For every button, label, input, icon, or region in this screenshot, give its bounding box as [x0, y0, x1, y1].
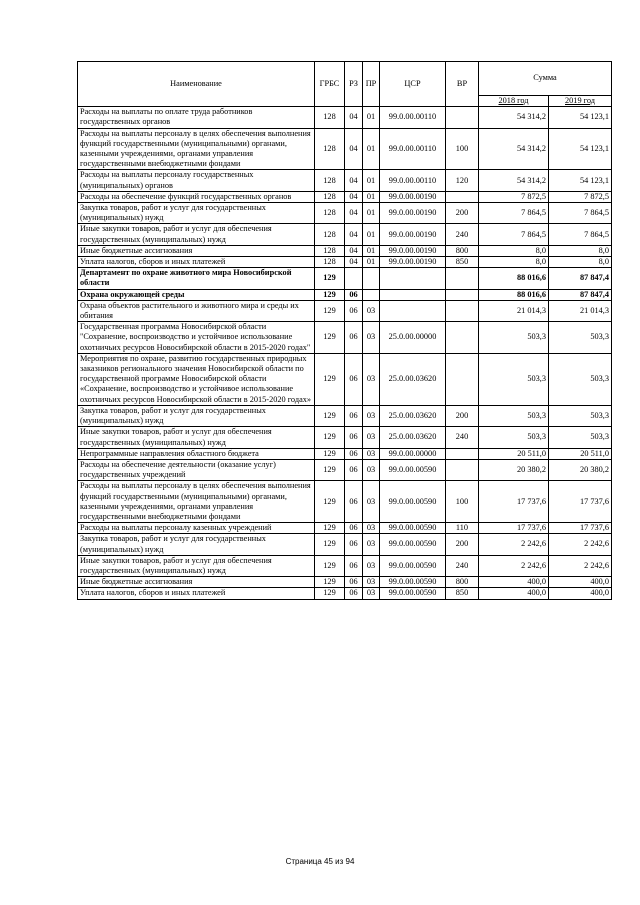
cell-grbs: 129: [315, 577, 345, 588]
cell-rz: 06: [345, 588, 363, 599]
header-grbs: ГРБС: [315, 62, 345, 107]
cell-pr: 03: [363, 300, 380, 321]
cell-name: Закупка товаров, работ и услуг для государственных (муниципальных) нужд: [78, 203, 315, 224]
cell-sum-2019: 400,0: [549, 588, 612, 599]
cell-vr: [446, 448, 479, 459]
cell-csr: 99.0.00.00110: [380, 170, 446, 191]
cell-pr: 03: [363, 481, 380, 523]
cell-sum-2019: 87 847,4: [549, 268, 612, 289]
cell-rz: 06: [345, 481, 363, 523]
cell-sum-2018: 8,0: [479, 257, 549, 268]
cell-vr: 200: [446, 534, 479, 555]
cell-name: Охрана объектов растительного и животного мира и среды их обитания: [78, 300, 315, 321]
cell-grbs: 128: [315, 128, 345, 170]
table-row: [78, 534, 612, 555]
table-row: [78, 481, 612, 523]
cell-sum-2018: 20 511,0: [479, 448, 549, 459]
cell-name: Закупка товаров, работ и услуг для государственных (муниципальных) нужд: [78, 405, 315, 426]
cell-rz: 04: [345, 128, 363, 170]
cell-sum-2018: 2 242,6: [479, 555, 549, 576]
cell-grbs: 129: [315, 322, 345, 354]
cell-vr: 240: [446, 224, 479, 245]
cell-grbs: 129: [315, 481, 345, 523]
cell-sum-2019: 7 872,5: [549, 191, 612, 202]
cell-csr: 99.0.00.00590: [380, 459, 446, 480]
cell-pr: 03: [363, 534, 380, 555]
cell-sum-2019: 400,0: [549, 577, 612, 588]
cell-rz: 04: [345, 191, 363, 202]
cell-pr: 01: [363, 224, 380, 245]
cell-name: Расходы на выплаты персоналу государственных (муниципальных) органов: [78, 170, 315, 191]
cell-grbs: 128: [315, 107, 345, 128]
cell-vr: 200: [446, 203, 479, 224]
cell-sum-2018: 17 737,6: [479, 523, 549, 534]
cell-sum-2018: 54 314,2: [479, 128, 549, 170]
cell-vr: [446, 268, 479, 289]
cell-name: Расходы на обеспечение функций государственных органов: [78, 191, 315, 202]
cell-csr: 99.0.00.00590: [380, 523, 446, 534]
cell-vr: 800: [446, 245, 479, 256]
page-number: Страница 45 из 94: [285, 857, 355, 866]
cell-sum-2019: 2 242,6: [549, 555, 612, 576]
cell-grbs: 129: [315, 427, 345, 448]
cell-grbs: 129: [315, 405, 345, 426]
cell-name: Иные закупки товаров, работ и услуг для обеспечения государственных (муниципальных) нужд: [78, 555, 315, 576]
cell-sum-2018: 88 016,6: [479, 268, 549, 289]
cell-grbs: 128: [315, 203, 345, 224]
cell-name: Иные бюджетные ассигнования: [78, 245, 315, 256]
table-row: [78, 107, 612, 128]
table-row: [78, 170, 612, 191]
cell-vr: [446, 353, 479, 405]
cell-name: Департамент по охране животного мира Новосибирской области: [78, 268, 315, 289]
cell-rz: 06: [345, 523, 363, 534]
cell-grbs: 128: [315, 191, 345, 202]
cell-rz: 06: [345, 353, 363, 405]
cell-name: Иные закупки товаров, работ и услуг для обеспечения государственных (муниципальных) нужд: [78, 224, 315, 245]
cell-grbs: 128: [315, 245, 345, 256]
cell-sum-2019: 503,3: [549, 405, 612, 426]
cell-grbs: 129: [315, 459, 345, 480]
cell-rz: 06: [345, 289, 363, 300]
header-name: Наименование: [78, 62, 315, 107]
cell-pr: 01: [363, 128, 380, 170]
cell-sum-2018: 400,0: [479, 577, 549, 588]
cell-name: Иные закупки товаров, работ и услуг для обеспечения государственных (муниципальных) нужд: [78, 427, 315, 448]
cell-vr: [446, 107, 479, 128]
cell-pr: 03: [363, 322, 380, 354]
cell-rz: 06: [345, 427, 363, 448]
budget-table: [77, 61, 612, 600]
cell-sum-2019: 17 737,6: [549, 523, 612, 534]
cell-csr: 25.0.00.03620: [380, 405, 446, 426]
cell-rz: 04: [345, 257, 363, 268]
cell-sum-2019: 503,3: [549, 322, 612, 354]
table-row: [78, 322, 612, 354]
cell-sum-2018: 20 380,2: [479, 459, 549, 480]
cell-pr: 01: [363, 203, 380, 224]
cell-csr: 99.0.00.00590: [380, 555, 446, 576]
header-year-2018: 2018 год: [479, 96, 549, 107]
cell-rz: 06: [345, 534, 363, 555]
cell-sum-2019: 8,0: [549, 257, 612, 268]
cell-vr: 110: [446, 523, 479, 534]
cell-sum-2018: 21 014,3: [479, 300, 549, 321]
cell-vr: [446, 300, 479, 321]
cell-name: Государственная программа Новосибирской области "Сохранение, воспроизводство и устойчивое использование охотничьих ресурсов Новосибирской области в 2015-2020 годах": [78, 322, 315, 354]
table-row: [78, 405, 612, 426]
cell-sum-2019: 8,0: [549, 245, 612, 256]
cell-csr: 99.0.00.00110: [380, 128, 446, 170]
cell-rz: 04: [345, 170, 363, 191]
cell-grbs: 129: [315, 523, 345, 534]
cell-sum-2018: 54 314,2: [479, 107, 549, 128]
cell-rz: 06: [345, 300, 363, 321]
cell-csr: 99.0.00.00190: [380, 224, 446, 245]
cell-grbs: 129: [315, 289, 345, 300]
cell-vr: 800: [446, 577, 479, 588]
cell-sum-2018: 400,0: [479, 588, 549, 599]
cell-pr: 01: [363, 257, 380, 268]
cell-sum-2018: 503,3: [479, 353, 549, 405]
cell-csr: 99.0.00.00590: [380, 481, 446, 523]
cell-pr: 01: [363, 245, 380, 256]
cell-sum-2018: 503,3: [479, 427, 549, 448]
cell-grbs: 129: [315, 300, 345, 321]
cell-grbs: 128: [315, 224, 345, 245]
cell-sum-2018: 503,3: [479, 405, 549, 426]
cell-sum-2019: 503,3: [549, 427, 612, 448]
cell-sum-2019: 87 847,4: [549, 289, 612, 300]
cell-sum-2018: 7 864,5: [479, 224, 549, 245]
cell-sum-2018: 88 016,6: [479, 289, 549, 300]
cell-csr: 99.0.00.00190: [380, 191, 446, 202]
cell-sum-2019: 21 014,3: [549, 300, 612, 321]
table-row: [78, 353, 612, 405]
cell-pr: 01: [363, 191, 380, 202]
cell-grbs: 128: [315, 170, 345, 191]
cell-csr: 99.0.00.00110: [380, 107, 446, 128]
table-row: [78, 245, 612, 256]
cell-name: Расходы на обеспечение деятельности (оказание услуг) государственных учреждений: [78, 459, 315, 480]
cell-rz: 04: [345, 203, 363, 224]
cell-pr: [363, 289, 380, 300]
cell-grbs: 128: [315, 257, 345, 268]
cell-grbs: 129: [315, 353, 345, 405]
cell-csr: 99.0.00.00190: [380, 257, 446, 268]
cell-sum-2019: 7 864,5: [549, 203, 612, 224]
cell-vr: 100: [446, 128, 479, 170]
cell-grbs: 129: [315, 448, 345, 459]
cell-vr: 850: [446, 257, 479, 268]
cell-pr: 03: [363, 459, 380, 480]
cell-csr: 25.0.00.03620: [380, 427, 446, 448]
cell-rz: 06: [345, 459, 363, 480]
cell-name: Расходы на выплаты персоналу казенных учреждений: [78, 523, 315, 534]
cell-pr: 03: [363, 405, 380, 426]
cell-rz: 04: [345, 107, 363, 128]
cell-name: Уплата налогов, сборов и иных платежей: [78, 257, 315, 268]
cell-sum-2018: 2 242,6: [479, 534, 549, 555]
table-row: [78, 448, 612, 459]
cell-pr: 03: [363, 448, 380, 459]
cell-pr: [363, 268, 380, 289]
cell-csr: [380, 289, 446, 300]
header-pr: ПР: [363, 62, 380, 107]
table-row: [78, 128, 612, 170]
cell-sum-2018: 54 314,2: [479, 170, 549, 191]
cell-csr: [380, 300, 446, 321]
cell-name: Расходы на выплаты персоналу в целях обеспечения выполнения функций государственными (муниципальными) органами, казенными учреждениями, органами управления государственными внебюджетными фондами: [78, 481, 315, 523]
cell-sum-2019: 7 864,5: [549, 224, 612, 245]
cell-rz: 06: [345, 405, 363, 426]
cell-pr: 03: [363, 427, 380, 448]
cell-vr: 100: [446, 481, 479, 523]
cell-vr: [446, 289, 479, 300]
table-row: [78, 523, 612, 534]
cell-name: Закупка товаров, работ и услуг для государственных (муниципальных) нужд: [78, 534, 315, 555]
cell-csr: 25.0.00.03620: [380, 353, 446, 405]
cell-name: Уплата налогов, сборов и иных платежей: [78, 588, 315, 599]
cell-sum-2018: 7 864,5: [479, 203, 549, 224]
cell-name: Расходы на выплаты по оплате труда работников государственных органов: [78, 107, 315, 128]
cell-grbs: 129: [315, 268, 345, 289]
table-row: [78, 224, 612, 245]
cell-sum-2019: 54 123,1: [549, 107, 612, 128]
table-body: [78, 107, 612, 599]
cell-pr: 01: [363, 170, 380, 191]
table-row: [78, 191, 612, 202]
table-row: [78, 427, 612, 448]
cell-rz: 06: [345, 448, 363, 459]
header-rz: РЗ: [345, 62, 363, 107]
cell-csr: 99.0.00.00000: [380, 448, 446, 459]
table-row: [78, 300, 612, 321]
cell-sum-2018: 503,3: [479, 322, 549, 354]
cell-csr: 99.0.00.00590: [380, 577, 446, 588]
cell-rz: 06: [345, 577, 363, 588]
cell-sum-2019: 20 511,0: [549, 448, 612, 459]
cell-pr: 01: [363, 107, 380, 128]
cell-sum-2018: 17 737,6: [479, 481, 549, 523]
cell-vr: [446, 191, 479, 202]
cell-vr: 850: [446, 588, 479, 599]
cell-sum-2019: 54 123,1: [549, 170, 612, 191]
cell-rz: [345, 268, 363, 289]
table-row: [78, 588, 612, 599]
cell-vr: 240: [446, 427, 479, 448]
cell-vr: [446, 322, 479, 354]
cell-vr: 120: [446, 170, 479, 191]
header-vr: ВР: [446, 62, 479, 107]
cell-csr: 99.0.00.00190: [380, 245, 446, 256]
cell-grbs: 129: [315, 534, 345, 555]
cell-sum-2019: 2 242,6: [549, 534, 612, 555]
cell-name: Расходы на выплаты персоналу в целях обеспечения выполнения функций государственными (муниципальными) органами, казенными учреждениями, органами управления государственными внебюджетными фондами: [78, 128, 315, 170]
cell-sum-2018: 7 872,5: [479, 191, 549, 202]
table-row: [78, 459, 612, 480]
cell-pr: 03: [363, 577, 380, 588]
table-row: [78, 203, 612, 224]
cell-name: Мероприятия по охране, развитию государственных природных заказников регионального значения Новосибирской области по государственной программе Новосибирской области «Сохранение, воспроизводство и устойчивое использование охотничьих ресурсов Новосибирской области в 2015-2020 годах»: [78, 353, 315, 405]
cell-rz: 04: [345, 245, 363, 256]
table-row: [78, 268, 612, 289]
cell-rz: 06: [345, 322, 363, 354]
cell-sum-2019: 503,3: [549, 353, 612, 405]
cell-csr: 99.0.00.00590: [380, 534, 446, 555]
cell-pr: 03: [363, 588, 380, 599]
table-row: [78, 577, 612, 588]
header-sum: Сумма: [479, 62, 612, 96]
cell-sum-2018: 8,0: [479, 245, 549, 256]
header-csr: ЦСР: [380, 62, 446, 107]
cell-grbs: 129: [315, 588, 345, 599]
cell-csr: 99.0.00.00590: [380, 588, 446, 599]
cell-vr: 200: [446, 405, 479, 426]
cell-csr: 25.0.00.00000: [380, 322, 446, 354]
cell-rz: 06: [345, 555, 363, 576]
cell-pr: 03: [363, 555, 380, 576]
table-row: [78, 257, 612, 268]
table-row: [78, 289, 612, 300]
cell-name: Охрана окружающей среды: [78, 289, 315, 300]
cell-sum-2019: 17 737,6: [549, 481, 612, 523]
cell-csr: [380, 268, 446, 289]
cell-pr: 03: [363, 353, 380, 405]
cell-rz: 04: [345, 224, 363, 245]
table-row: [78, 555, 612, 576]
cell-name: Непрограммные направления областного бюджета: [78, 448, 315, 459]
cell-sum-2019: 20 380,2: [549, 459, 612, 480]
cell-grbs: 129: [315, 555, 345, 576]
header-year-2019: 2019 год: [549, 96, 612, 107]
cell-vr: [446, 459, 479, 480]
cell-vr: 240: [446, 555, 479, 576]
cell-csr: 99.0.00.00190: [380, 203, 446, 224]
cell-sum-2019: 54 123,1: [549, 128, 612, 170]
cell-name: Иные бюджетные ассигнования: [78, 577, 315, 588]
cell-pr: 03: [363, 523, 380, 534]
